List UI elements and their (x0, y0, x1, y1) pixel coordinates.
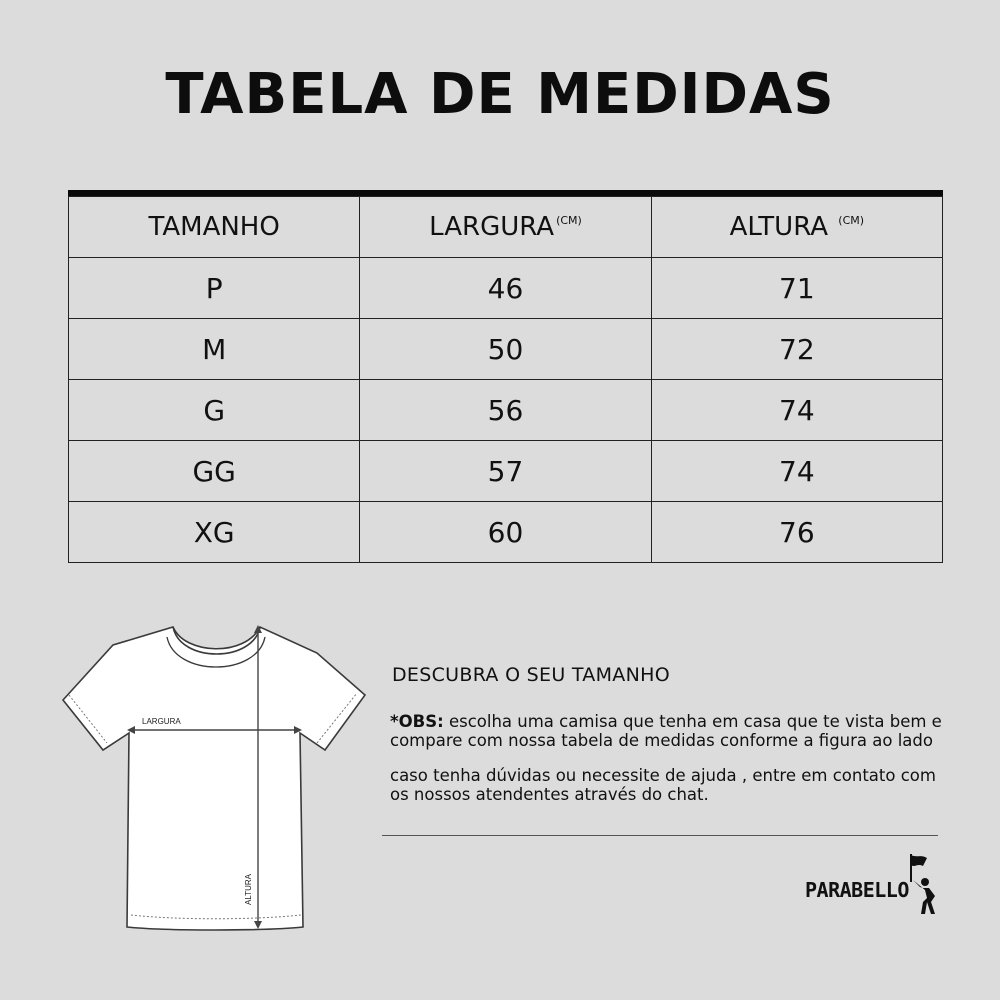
size-table (68, 196, 943, 563)
cell-height: 72 (651, 319, 942, 380)
divider (382, 835, 938, 836)
header-width: LARGURA $^{(CM)}$ (360, 197, 651, 258)
table-row (69, 258, 943, 319)
cell-height: 76 (651, 502, 942, 563)
table-row (69, 441, 943, 502)
page-title: TABELA DE MEDIDAS (165, 62, 835, 127)
cell-width: 50 (360, 319, 651, 380)
table-row (69, 319, 943, 380)
width-unit: (CM) (556, 214, 582, 227)
cell-width: 46 (360, 258, 651, 319)
table-header-row (69, 197, 943, 258)
obs-prefix: *OBS: (390, 712, 444, 731)
height-label: ALTURA (244, 874, 253, 905)
height-unit: (CM) (838, 214, 865, 227)
info-heading: DESCUBRA O SEU TAMANHO (392, 664, 670, 686)
help-text: caso tenha dúvidas ou necessite de ajuda , entre em contato com os nossos atendentes através do chat. (390, 766, 936, 804)
cell-width: 56 (360, 380, 651, 441)
table-row (69, 380, 943, 441)
cell-height: 71 (651, 258, 942, 319)
cell-width: 57 (360, 441, 651, 502)
cell-height: 74 (651, 380, 942, 441)
cell-size: GG (69, 441, 360, 502)
tshirt-outline (63, 627, 365, 930)
width-label: LARGURA (142, 717, 181, 726)
cell-size: M (69, 319, 360, 380)
obs-text (390, 712, 950, 750)
cell-size: XG (69, 502, 360, 563)
cell-height: 74 (651, 441, 942, 502)
flag-bearer-icon (905, 852, 941, 918)
obs-body: escolha uma camisa que tenha em casa que te vista bem e compare com nossa tabela de medidas conforme a figura ao lado (390, 712, 942, 750)
header-size: TAMANHO (69, 197, 360, 258)
tshirt-diagram (55, 615, 375, 945)
header-height: ALTURA $^{(CM)}$ (651, 197, 942, 258)
cell-width: 60 (360, 502, 651, 563)
brand-logo (805, 852, 940, 922)
cell-size: G (69, 380, 360, 441)
brand-name: PARABELLO (805, 878, 909, 902)
cell-size: P (69, 258, 360, 319)
table-row (69, 502, 943, 563)
